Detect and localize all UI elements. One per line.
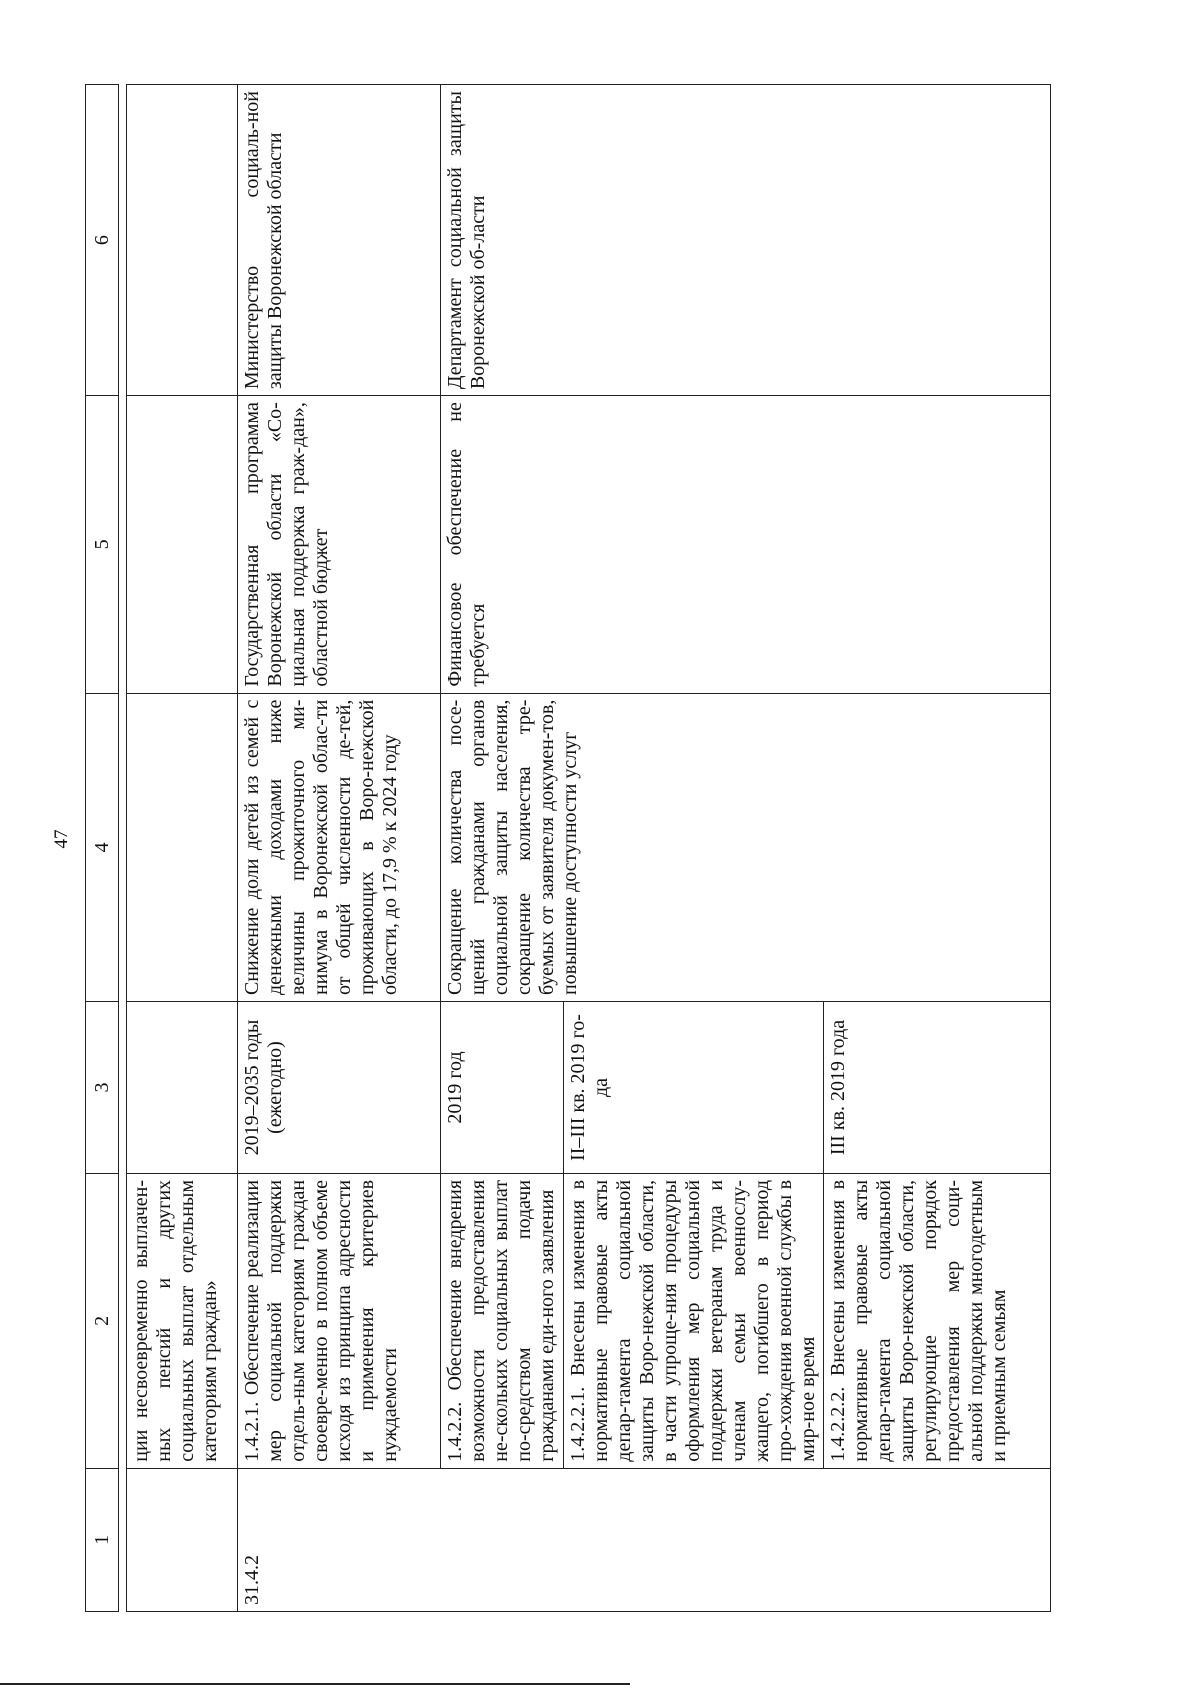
cell-period: III кв. 2019 года	[824, 1002, 1051, 1174]
cell-number: 31.4.2	[238, 1468, 1051, 1611]
cell-responsible: Министерство социаль-ной защиты Воронежской области	[238, 85, 441, 396]
cell-funding: Государственная программа Воронежской области «Со-циальная поддержка граж-дан», областной бюджет	[238, 396, 441, 693]
table-row	[127, 85, 238, 1612]
rotated-table-container	[85, 84, 1200, 1612]
header-cell-5: 5	[86, 396, 119, 693]
header-cell-4: 4	[86, 693, 119, 1001]
cell-measure: ции несвоевременно выплачен-ных пенсий и других социальных выплат отдельным категориям граждан»	[127, 1173, 238, 1468]
cell-responsible	[127, 85, 238, 396]
cell-measure: 1.4.2.2.2. Внесены изменения в нормативные правовые акты депар-тамента социальной защиты Воро-нежской области, регулирующие порядок предоставления мер соци-альной поддержки многодетным и приемным семьям	[824, 1173, 1051, 1468]
page-number: 47	[51, 829, 72, 849]
measures-table	[85, 84, 1051, 1612]
cell-period: 2019–2035 годы (ежегодно)	[238, 1002, 441, 1174]
cell-period: II–III кв. 2019 го-да	[564, 1002, 824, 1174]
table-row	[441, 85, 564, 1612]
header-gap-row	[119, 85, 127, 1612]
header-cell-2: 2	[86, 1173, 119, 1468]
cell-funding: Финансовое обеспечение не требуется	[441, 396, 1051, 693]
header-cell-3: 3	[86, 1002, 119, 1174]
cell-measure: 1.4.2.2.1. Внесены изменения в нормативные правовые акты депар-тамента социальной защиты Воро-нежской области, в части упроще-ния процедуры оформления мер социальной поддержки ветеранам труда и членам семьи военнослу-жащего, погибшего в период про-хождения военной службы в мир-ное время	[564, 1173, 824, 1468]
cell-period: 2019 год	[441, 1002, 564, 1174]
cell-responsible: Департамент социальной защиты Воронежской об-ласти	[441, 85, 1051, 396]
footer-rule	[0, 1683, 630, 1685]
cell-funding	[127, 396, 238, 693]
table-row	[238, 85, 441, 1612]
cell-measure: 1.4.2.1. Обеспечение реализации мер социальной поддержки отдель-ным категориям граждан своевре-менно в полном объеме исходя из принципа адресности и применения критериев нуждаемости	[238, 1173, 441, 1468]
header-cell-1: 1	[86, 1468, 119, 1611]
table-header-row	[86, 85, 119, 1612]
cell-result: Снижение доли детей из семей с денежными доходами ниже величины прожиточного ми-нимума в Воронежской облас-ти от общей численности де-тей, проживающих в Воро-нежской области, до 17,9 % к 2024 году	[238, 693, 441, 1001]
cell-measure: 1.4.2.2. Обеспечение внедрения возможности предоставления не-скольких социальных выплат по-средством подачи гражданами еди-ного заявления	[441, 1173, 564, 1468]
cell-period	[127, 1002, 238, 1174]
cell-number	[127, 1468, 238, 1611]
cell-result	[127, 693, 238, 1001]
header-cell-6: 6	[86, 85, 119, 396]
cell-result: Сокращение количества посе-щений гражданами органов социальной защиты населения, сокращение количества тре-буемых от заявителя докумен-тов, повышение доступности услуг	[441, 693, 1051, 1001]
